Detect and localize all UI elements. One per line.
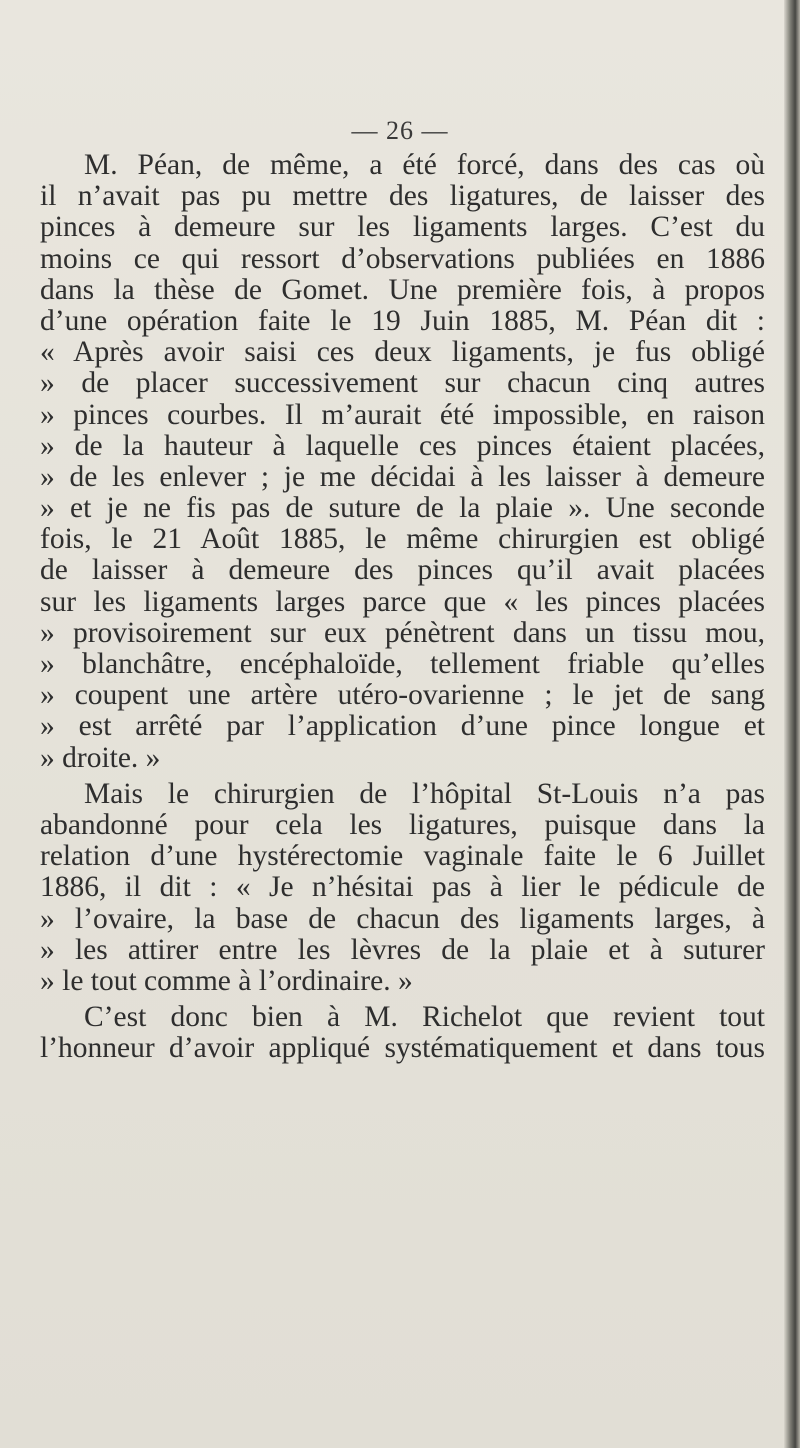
page-binding-edge	[784, 0, 800, 1448]
text-line: relation d’une hystérectomie vaginale faite le 6 Juillet	[40, 840, 765, 873]
text-line: d’une opération faite le 19 Juin 1885, M. Péan dit :	[40, 304, 765, 337]
quote-line: » de la hauteur à laquelle ces pinces étaient placées,	[40, 429, 765, 462]
quote-line: » le tout comme à l’ordinaire. »	[40, 964, 413, 997]
text-line: fois, le 21 Août 1885, le même chirurgien est obligé	[40, 523, 765, 556]
quote-line: » de placer successivement sur chacun cinq autres	[40, 367, 765, 400]
text-line: de laisser à demeure des pinces qu’il avait placées	[40, 554, 765, 587]
text-line: l’honneur d’avoir appliqué systématiquement et dans tous	[40, 1032, 765, 1065]
text-line: abandonné pour cela les ligatures, puisque dans la	[40, 808, 765, 841]
quote-line: « Après avoir saisi ces deux ligaments, je fus obligé	[40, 336, 765, 369]
text-line: M. Péan, de même, a été forcé, dans des cas où	[84, 149, 765, 181]
text-line: il n’avait pas pu mettre des ligatures, de laisser des	[40, 180, 765, 213]
quote-line: » pinces courbes. Il m’aurait été impossible, en raison	[40, 398, 765, 431]
quote-line: » blanchâtre, encéphaloïde, tellement friable qu’elles	[40, 648, 765, 680]
text-line: dans la thèse de Gomet. Une première fois, à propos	[40, 273, 765, 306]
text-line: moins ce qui ressort d’observations publiées en 1886	[40, 242, 765, 275]
text-line: sur les ligaments larges parce que « les pinces placées	[40, 585, 765, 618]
text-line: Mais le chirurgien de l’hôpital St-Louis n’a pas	[84, 777, 765, 810]
quote-line: » est arrêté par l’application d’une pince longue et	[40, 710, 765, 743]
quote-line: » droite. »	[40, 741, 161, 774]
text-line: pinces à demeure sur les ligaments larges. C’est du	[40, 211, 765, 244]
paragraph-1	[40, 150, 765, 774]
quote-line: » de les enlever ; je me décidai à les laisser à demeure	[40, 460, 765, 493]
paragraph-3	[40, 1002, 765, 1064]
quote-line: » coupent une artère utéro-ovarienne ; le jet de sang	[40, 679, 765, 712]
text-line: 1886, il dit : « Je n’hésitai pas à lier le pédicule de	[40, 871, 765, 904]
quote-line: » provisoirement sur eux pénètrent dans un tissu mou,	[40, 616, 765, 649]
quote-line: » les attirer entre les lèvres de la plaie et à suturer	[40, 933, 765, 966]
quote-line: » et je ne fis pas de suture de la plaie ». Une seconde	[40, 492, 765, 525]
page-number: — 26 —	[351, 116, 449, 145]
body-text	[40, 150, 765, 1064]
quote-line: » l’ovaire, la base de chacun des ligaments larges, à	[40, 902, 765, 935]
text-line: C’est donc bien à M. Richelot que revient tout	[84, 1001, 765, 1034]
paragraph-2	[40, 779, 765, 997]
